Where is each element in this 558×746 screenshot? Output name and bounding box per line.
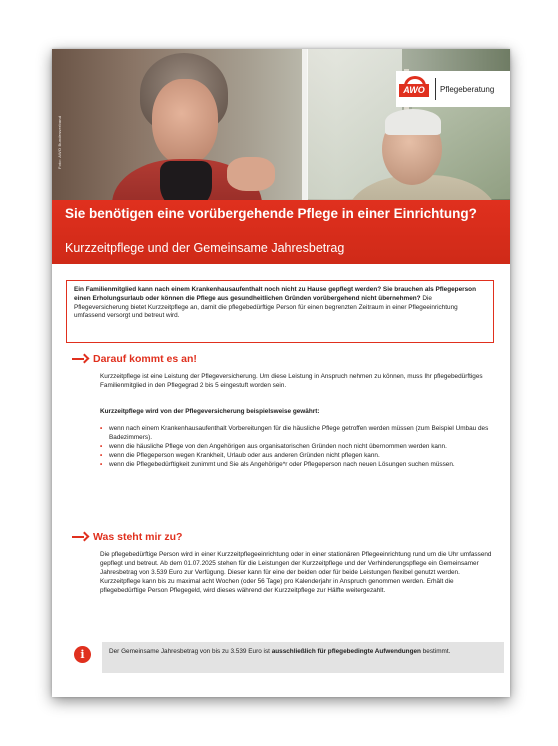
arrow-right-icon	[72, 532, 90, 542]
section2-paragraph: Die pflegebedürftige Person wird in einer Kurzzeitpflegeeinrichtung oder in einer stationären Pflegeeinrichtung rund um die Uhr umfassend gepflegt und betreut. Ab dem 01.07.2025 stehen für die Leistungen der Kurzzeitpflege und der Verhinderungspflege ein Gemeinsamer Jahresbetrag von 3.539 Euro zur Verfügung. Dieser kann für eine der beiden oder für beide Leistungen flexibel genutzt werden. Kurzzeitpflege kann bis zu maximal acht Wochen (oder 56 Tage) pro Kalenderjahr in Anspruch genommen werden. Erhält die pflegebedürftige Person Pflegegeld, wird dieses während der Kurzzeitpflege zur Hälfte weitergezahlt.	[100, 551, 492, 594]
flyer-page	[52, 49, 510, 697]
page-title: Sie benötigen eine vorübergehende Pflege in einer Einrichtung?	[65, 206, 477, 221]
title-banner	[52, 200, 510, 264]
photo-credit: Foto: AWO Bundesverband	[57, 115, 62, 169]
info-icon: i	[74, 646, 91, 663]
list-item: • wenn nach einem Krankenhausaufenthalt Vorbereitungen für die häusliche Pflege getroffen werden müssen (zum Beispiel Umbau des Badezimmers).	[100, 425, 489, 441]
section1-paragraph: Kurzzeitpflege ist eine Leistung der Pflegeversicherung. Um diese Leistung in Anspruch nehmen zu können, muss Ihr pflegebedürftiges Familienmitglied in den Pflegegrad 2 bis 5 eingestuft worden sein.	[100, 373, 483, 389]
arrow-right-icon	[72, 354, 90, 364]
section1-list-intro: Kurzzeitpflege wird von der Pflegeversicherung beispielsweise gewährt:	[100, 408, 320, 415]
info-note-box: Der Gemeinsame Jahresbetrag von bis zu 3.539 Euro ist ausschließlich für pflegebedingte Aufwendungen bestimmt.	[102, 642, 504, 673]
info-note	[74, 642, 482, 673]
section-heading-darauf: Darauf kommt es an!	[72, 353, 197, 365]
intro-text: Die Pflegeversicherung bietet Kurzzeitpflege an, damit die pflegebedürftige Person für einen begrenzten Zeitraum in einer Pflegeeinrichtung umfassend versorgt und betreut wird.	[74, 294, 458, 320]
list-item: • wenn die Pflegeperson wegen Krankheit, Urlaub oder aus anderen Gründen nicht pflegen kann.	[100, 452, 380, 459]
intro-box	[66, 280, 494, 343]
logo-name: Pflegeberatung	[440, 84, 495, 94]
section1-bullet-list	[100, 424, 495, 469]
awo-logo	[396, 71, 510, 107]
logo-mark-text: AWO	[399, 84, 429, 97]
list-item: • wenn die Pflegebedürftigkeit zunimmt und Sie als Angehörige*r oder Pflegeperson nach neuen Lösungen suchen müssen.	[100, 461, 455, 468]
awo-heart-icon	[399, 75, 433, 103]
logo-divider	[435, 78, 436, 100]
intro-bold: Ein Familienmitglied kann nach einem Krankenhausaufenthalt noch nicht zu Hause gepflegt werden? Sie brauchen als Pflegeperson einen Erholungsurlaub oder können die Pflege aus gesundheitlichen Gründen vorübergehend nicht übernehmen?	[74, 286, 476, 302]
page-subtitle: Kurzzeitpflege und der Gemeinsame Jahresbetrag	[65, 241, 345, 255]
list-item: • wenn die häusliche Pflege von den Angehörigen aus organisatorischen Gründen noch nicht übernommen werden kann.	[100, 443, 447, 450]
section-heading-was-steht: Was steht mir zu?	[72, 531, 182, 543]
